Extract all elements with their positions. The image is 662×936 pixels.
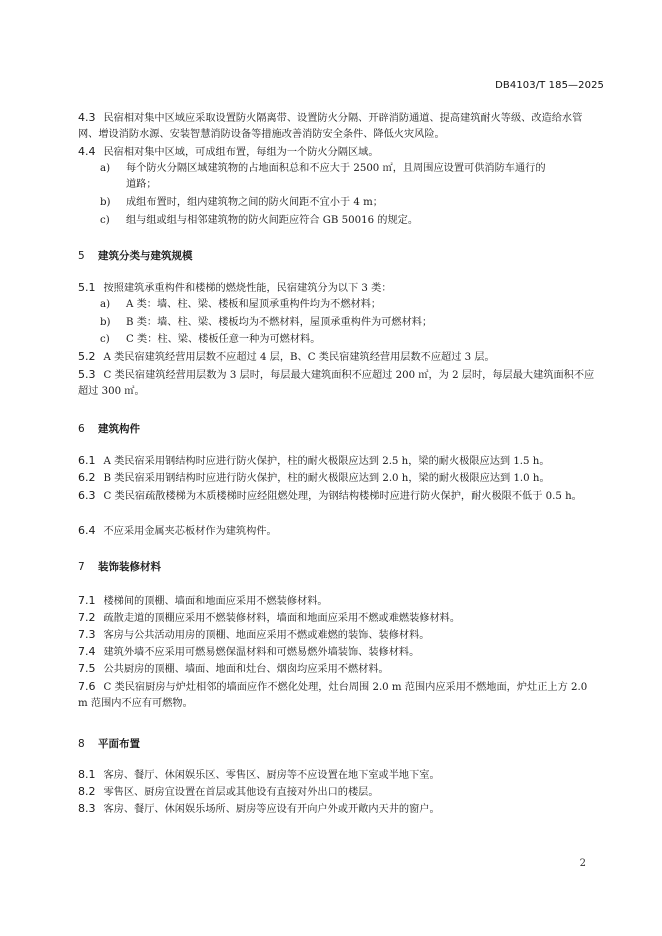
clause-text: C 类民宿建筑经营用层数为 3 层时，每层最大建筑面积不应超过 200 ㎡，为 2 层时，每层最大建筑面积不应超过 300 ㎡。: [78, 370, 595, 397]
clause-text: 零售区、厨房宜设置在首层或其他设有直接对外出口的楼层。: [103, 787, 379, 798]
clause-number: 8.3: [78, 802, 96, 815]
clause-number: 6.4: [78, 524, 96, 537]
document-code: DB4103/T 185—2025: [495, 80, 604, 91]
clause-text: 客房、餐厅、休闲娱乐场所、厨房等应设有开向户外或开敞内天井的窗户。: [103, 804, 440, 815]
item-tag: b): [100, 317, 111, 328]
clause-text: 楼梯间的顶棚、墙面和地面应采用不燃装修材料。: [103, 596, 328, 607]
clause-text: 民宿相对集中区域应采取设置防火隔离带、设置防火分隔、开辟消防通道、提高建筑耐火等级、改造给水管网、增设消防水源、安装智慧消防设备等措施改善消防安全条件、降低火灾风险。: [78, 113, 583, 140]
clause-text: 不应采用金属夹芯板材作为建筑构件。: [103, 526, 277, 537]
clause-number: 5.1: [78, 281, 96, 294]
clause-4-4: [78, 144, 600, 161]
clause-5-3: [78, 367, 600, 400]
clause-number: 7.6: [78, 680, 96, 693]
clause-number: 4.3: [78, 111, 96, 124]
clause-text: 客房与公共活动用房的顶棚、地面应采用不燃或难燃的装饰、装修材料。: [103, 630, 430, 641]
clause-6-1: [78, 453, 600, 470]
clause-text: 建筑外墙不应采用可燃易燃保温材料和可燃易燃外墙装饰、装修材料。: [103, 647, 420, 658]
clause-text: A 类民宿建筑经营用层数不应超过 4 层，B、C 类民宿建筑经营用层数不应超过 3 层。: [103, 352, 495, 363]
clause-5-2: [78, 349, 600, 366]
item-tag: a): [100, 299, 111, 310]
clause-7-4: [78, 644, 600, 661]
clause-number: 7.1: [78, 594, 96, 607]
clause-text: C 类民宿厨房与炉灶相邻的墙面应作不燃化处理，灶台周围 2.0 m 范围内应采用不燃地面，炉灶正上方 2.0 m 范围内不应有可燃物。: [78, 682, 588, 709]
clause-number: 4.4: [78, 145, 96, 158]
clause-4-3: [78, 110, 600, 143]
clause-6-4: [78, 523, 600, 540]
list-item-4-4-c: [100, 213, 600, 229]
item-text: 成组布置时，组内建筑物之间的防火间距不宜小于 4 m；: [126, 197, 383, 208]
item-text-continued: 道路；: [126, 179, 157, 190]
item-text: A 类：墙、柱、梁、楼板和屋顶承重构件均为不燃材料；: [126, 299, 382, 310]
clause-number: 7.2: [78, 611, 96, 624]
section-heading-8: [78, 736, 140, 751]
clause-text: 公共厨房的顶棚、墙面、地面和灶台、烟囱均应采用不燃材料。: [103, 664, 389, 675]
clause-text: 民宿相对集中区域，可成组布置，每组为一个防火分隔区域。: [103, 147, 379, 158]
clause-6-2: [78, 470, 600, 487]
list-item-5-1-a: [100, 297, 600, 313]
section-heading-7: [78, 559, 161, 574]
section-number: 5: [78, 250, 85, 262]
item-tag: c): [100, 215, 110, 226]
item-tag: b): [100, 197, 111, 208]
list-item-5-1-b: [100, 315, 600, 331]
item-text: 每个防火分隔区域建筑物的占地面积总和不应大于 2500 ㎡，且周围应设置可供消防车通行的: [126, 163, 546, 174]
clause-7-1: [78, 593, 600, 610]
clause-8-2: [78, 784, 600, 801]
clause-5-1: [78, 280, 600, 297]
clause-number: 7.3: [78, 628, 96, 641]
section-heading-5: [78, 248, 193, 263]
clause-7-6: [78, 679, 600, 712]
clause-number: 6.2: [78, 471, 96, 484]
clause-7-3: [78, 627, 600, 644]
clause-number: 8.2: [78, 785, 96, 798]
section-title: 建筑分类与建筑规模: [98, 250, 193, 262]
section-title: 装饰装修材料: [98, 561, 161, 573]
item-tag: c): [100, 334, 110, 345]
clause-7-5: [78, 661, 600, 678]
clause-text: C 类民宿疏散楼梯为木质楼梯时应经阻燃处理，为钢结构楼梯时应进行防火保护，耐火极限不低于 0.5 h。: [103, 491, 582, 502]
clause-number: 7.5: [78, 662, 96, 675]
list-item-5-1-c: [100, 332, 600, 348]
clause-number: 7.4: [78, 645, 96, 658]
clause-text: 按照建筑承重构件和楼梯的燃烧性能，民宿建筑分为以下 3 类：: [103, 283, 392, 294]
clause-text: 疏散走道的顶棚应采用不燃装修材料，墙面和地面应采用不燃或难燃装修材料。: [103, 613, 461, 624]
item-text: 组与组或组与相邻建筑物的防火间距应符合 GB 50016 的规定。: [126, 215, 419, 226]
clause-8-1: [78, 767, 600, 784]
clause-number: 6.3: [78, 489, 96, 502]
section-title: 平面布置: [98, 738, 140, 750]
clause-number: 5.2: [78, 350, 96, 363]
item-text: C 类：柱、梁、楼板任意一种为可燃材料。: [126, 334, 321, 345]
section-title: 建筑构件: [98, 423, 140, 435]
section-number: 7: [78, 561, 85, 573]
clause-number: 8.1: [78, 768, 96, 781]
section-number: 8: [78, 738, 85, 750]
page-number: 2: [579, 858, 586, 869]
clause-8-3: [78, 801, 600, 818]
clause-6-3: [78, 488, 600, 505]
clause-7-2: [78, 610, 600, 627]
section-number: 6: [78, 423, 85, 435]
clause-number: 6.1: [78, 454, 96, 467]
clause-number: 5.3: [78, 368, 96, 381]
clause-text: 客房、餐厅、休闲娱乐区、零售区、厨房等不应设置在地下室或半地下室。: [103, 770, 440, 781]
item-text: B 类：墙、柱、梁、楼板均为不燃材料，屋顶承重构件为可燃材料；: [126, 317, 433, 328]
list-item-4-4-a: [100, 161, 600, 193]
section-heading-6: [78, 421, 140, 436]
clause-text: A 类民宿采用钢结构时应进行防火保护，柱的耐火极限应达到 2.5 h，梁的耐火极限应达到 1.5 h。: [103, 456, 550, 467]
clause-text: B 类民宿采用钢结构时应进行防火保护，柱的耐火极限应达到 2.0 h，梁的耐火极限应达到 1.0 h。: [103, 473, 550, 484]
item-tag: a): [100, 163, 111, 174]
list-item-4-4-b: [100, 195, 600, 211]
